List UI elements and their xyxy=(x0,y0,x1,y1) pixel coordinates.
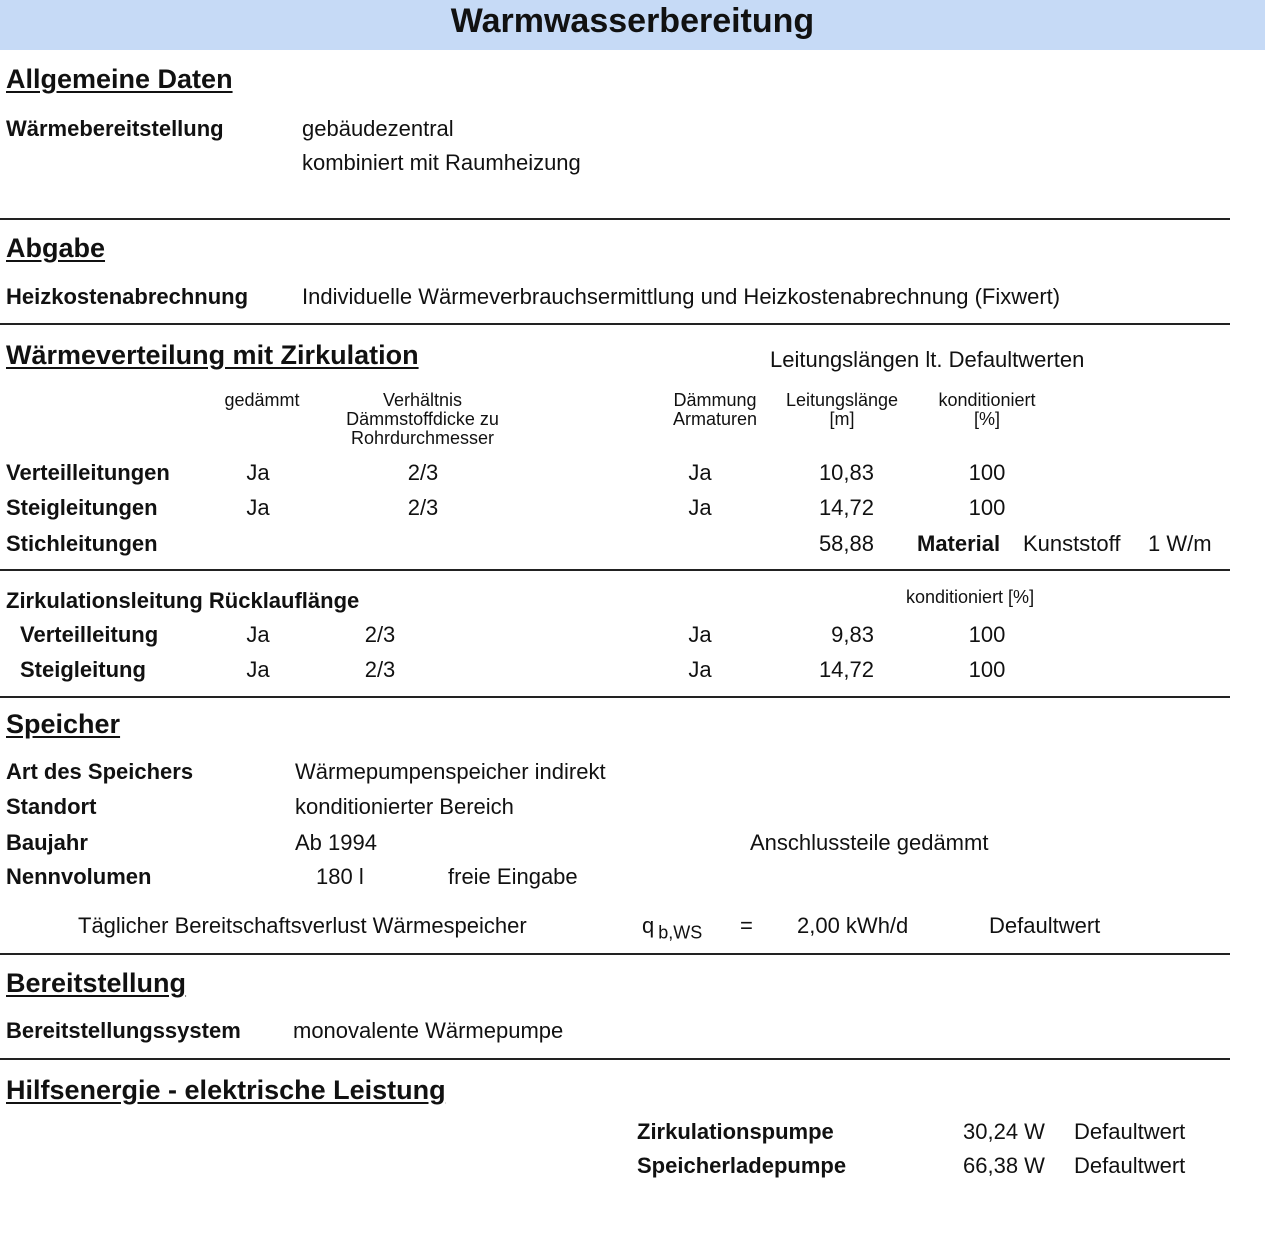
cell-leitungslaenge: 10,83 xyxy=(818,460,874,485)
value-zirkulationspumpe: 30,24 W xyxy=(963,1119,1045,1144)
cell-leitungslaenge: 14,72 xyxy=(818,495,874,520)
cell-daemmung: Ja xyxy=(688,495,712,520)
page-title: Warmwasserbereitung xyxy=(450,2,815,40)
cell-daemmung: Ja xyxy=(688,657,712,682)
label-bereitschaftsverlust: Täglicher Bereitschaftsverlust Wärmespeicher xyxy=(78,913,527,938)
cell-konditioniert: 100 xyxy=(968,460,1006,485)
cell-verhaeltnis: 2/3 xyxy=(364,622,396,647)
cell-leitungslaenge: 58,88 xyxy=(818,531,874,556)
cell-konditioniert: 100 xyxy=(968,657,1006,682)
section-heading-allgemeine-daten: Allgemeine Daten xyxy=(6,64,233,94)
value-bereitstellungssystem: monovalente Wärmepumpe xyxy=(293,1018,564,1043)
value-baujahr: Ab 1994 xyxy=(295,830,377,855)
leitungslaengen-note: Leitungslängen lt. Defaultwerten xyxy=(770,347,1085,372)
value-waermebereitstellung-1: gebäudezentral xyxy=(302,116,454,141)
section-heading-speicher: Speicher xyxy=(6,709,121,739)
label-bereitstellungssystem: Bereitstellungssystem xyxy=(6,1018,241,1043)
divider xyxy=(0,323,1230,325)
divider xyxy=(0,953,1230,955)
value-bereitschaftsverlust: 2,00 kWh/d xyxy=(797,913,909,938)
cell-gedaemmt: Ja xyxy=(246,622,270,647)
bereitschaftsverlust-note: Defaultwert xyxy=(989,913,1101,938)
nennvolumen-note: freie Eingabe xyxy=(448,864,578,889)
symbol-bereitschaftsverlust: q $_{b,WS}$ xyxy=(642,913,703,943)
row-label-verteilleitung: Verteilleitung xyxy=(20,622,159,647)
cell-gedaemmt: Ja xyxy=(246,657,270,682)
value-material: Kunststoff xyxy=(1023,531,1121,556)
label-baujahr: Baujahr xyxy=(6,830,88,855)
header-verhaeltnis: Verhältnis Dämmstoffdicke zu Rohrdurchmesser xyxy=(346,390,499,448)
header-leitungslaenge: Leitungslänge [m] xyxy=(785,390,899,429)
divider xyxy=(0,218,1230,220)
row-label-verteilleitungen: Verteilleitungen xyxy=(6,460,170,485)
label-waermebereitstellung: Wärmebereitstellung xyxy=(6,116,224,141)
section-heading-abgabe: Abgabe xyxy=(6,233,106,263)
section-heading-waermeverteilung: Wärmeverteilung mit Zirkulation xyxy=(6,340,419,370)
cell-konditioniert: 100 xyxy=(968,495,1006,520)
cell-leitungslaenge: 9,83 xyxy=(831,622,874,647)
header-daemmung-armaturen: Dämmung Armaturen xyxy=(672,390,758,429)
label-material: Material xyxy=(917,531,1001,556)
value-speicherladepumpe: 66,38 W xyxy=(963,1153,1045,1178)
label-nennvolumen: Nennvolumen xyxy=(6,864,152,889)
cell-gedaemmt: Ja xyxy=(246,495,270,520)
section-heading-bereitstellung: Bereitstellung xyxy=(6,968,187,998)
label-zirkulationspumpe: Zirkulationspumpe xyxy=(637,1119,834,1144)
value-waermebereitstellung-2: kombiniert mit Raumheizung xyxy=(302,150,581,175)
cell-daemmung: Ja xyxy=(688,622,712,647)
cell-konditioniert: 100 xyxy=(968,622,1006,647)
label-heizkostenabrechnung: Heizkostenabrechnung xyxy=(6,284,249,309)
cell-daemmung: Ja xyxy=(688,460,712,485)
cell-verhaeltnis: 2/3 xyxy=(364,657,396,682)
divider xyxy=(0,696,1230,698)
header-gedaemmt: gedämmt xyxy=(224,390,300,410)
divider xyxy=(0,569,1230,571)
section-heading-hilfsenergie: Hilfsenergie - elektrische Leistung xyxy=(6,1075,446,1105)
value-material-unit: 1 W/m xyxy=(1148,531,1212,556)
row-label-steigleitungen: Steigleitungen xyxy=(6,495,158,520)
cell-verhaeltnis: 2/3 xyxy=(407,495,439,520)
zirkulation-heading: Zirkulationsleitung Rücklauflänge xyxy=(6,588,360,613)
divider xyxy=(0,1058,1230,1060)
header-konditioniert: konditioniert [%] xyxy=(938,390,1036,429)
value-standort: konditionierter Bereich xyxy=(295,794,514,819)
cell-gedaemmt: Ja xyxy=(246,460,270,485)
anschlussteile-note: Anschlussteile gedämmt xyxy=(750,830,989,855)
row-label-steigleitung: Steigleitung xyxy=(20,657,146,682)
value-nennvolumen: 180 l xyxy=(316,864,364,889)
cell-verhaeltnis: 2/3 xyxy=(407,460,439,485)
value-art-des-speichers: Wärmepumpenspeicher indirekt xyxy=(295,759,606,784)
header-konditioniert-zirkulation: konditioniert [%] xyxy=(906,587,1035,607)
label-standort: Standort xyxy=(6,794,97,819)
label-speicherladepumpe: Speicherladepumpe xyxy=(637,1153,847,1178)
label-art-des-speichers: Art des Speichers xyxy=(6,759,194,784)
note-speicherladepumpe: Defaultwert xyxy=(1074,1153,1186,1178)
equals-sign: = xyxy=(740,913,753,938)
value-heizkostenabrechnung: Individuelle Wärmeverbrauchsermittlung und Heizkostenabrechnung (Fixwert) xyxy=(302,284,1061,309)
row-label-stichleitungen: Stichleitungen xyxy=(6,531,158,556)
note-zirkulationspumpe: Defaultwert xyxy=(1074,1119,1186,1144)
cell-leitungslaenge: 14,72 xyxy=(818,657,874,682)
